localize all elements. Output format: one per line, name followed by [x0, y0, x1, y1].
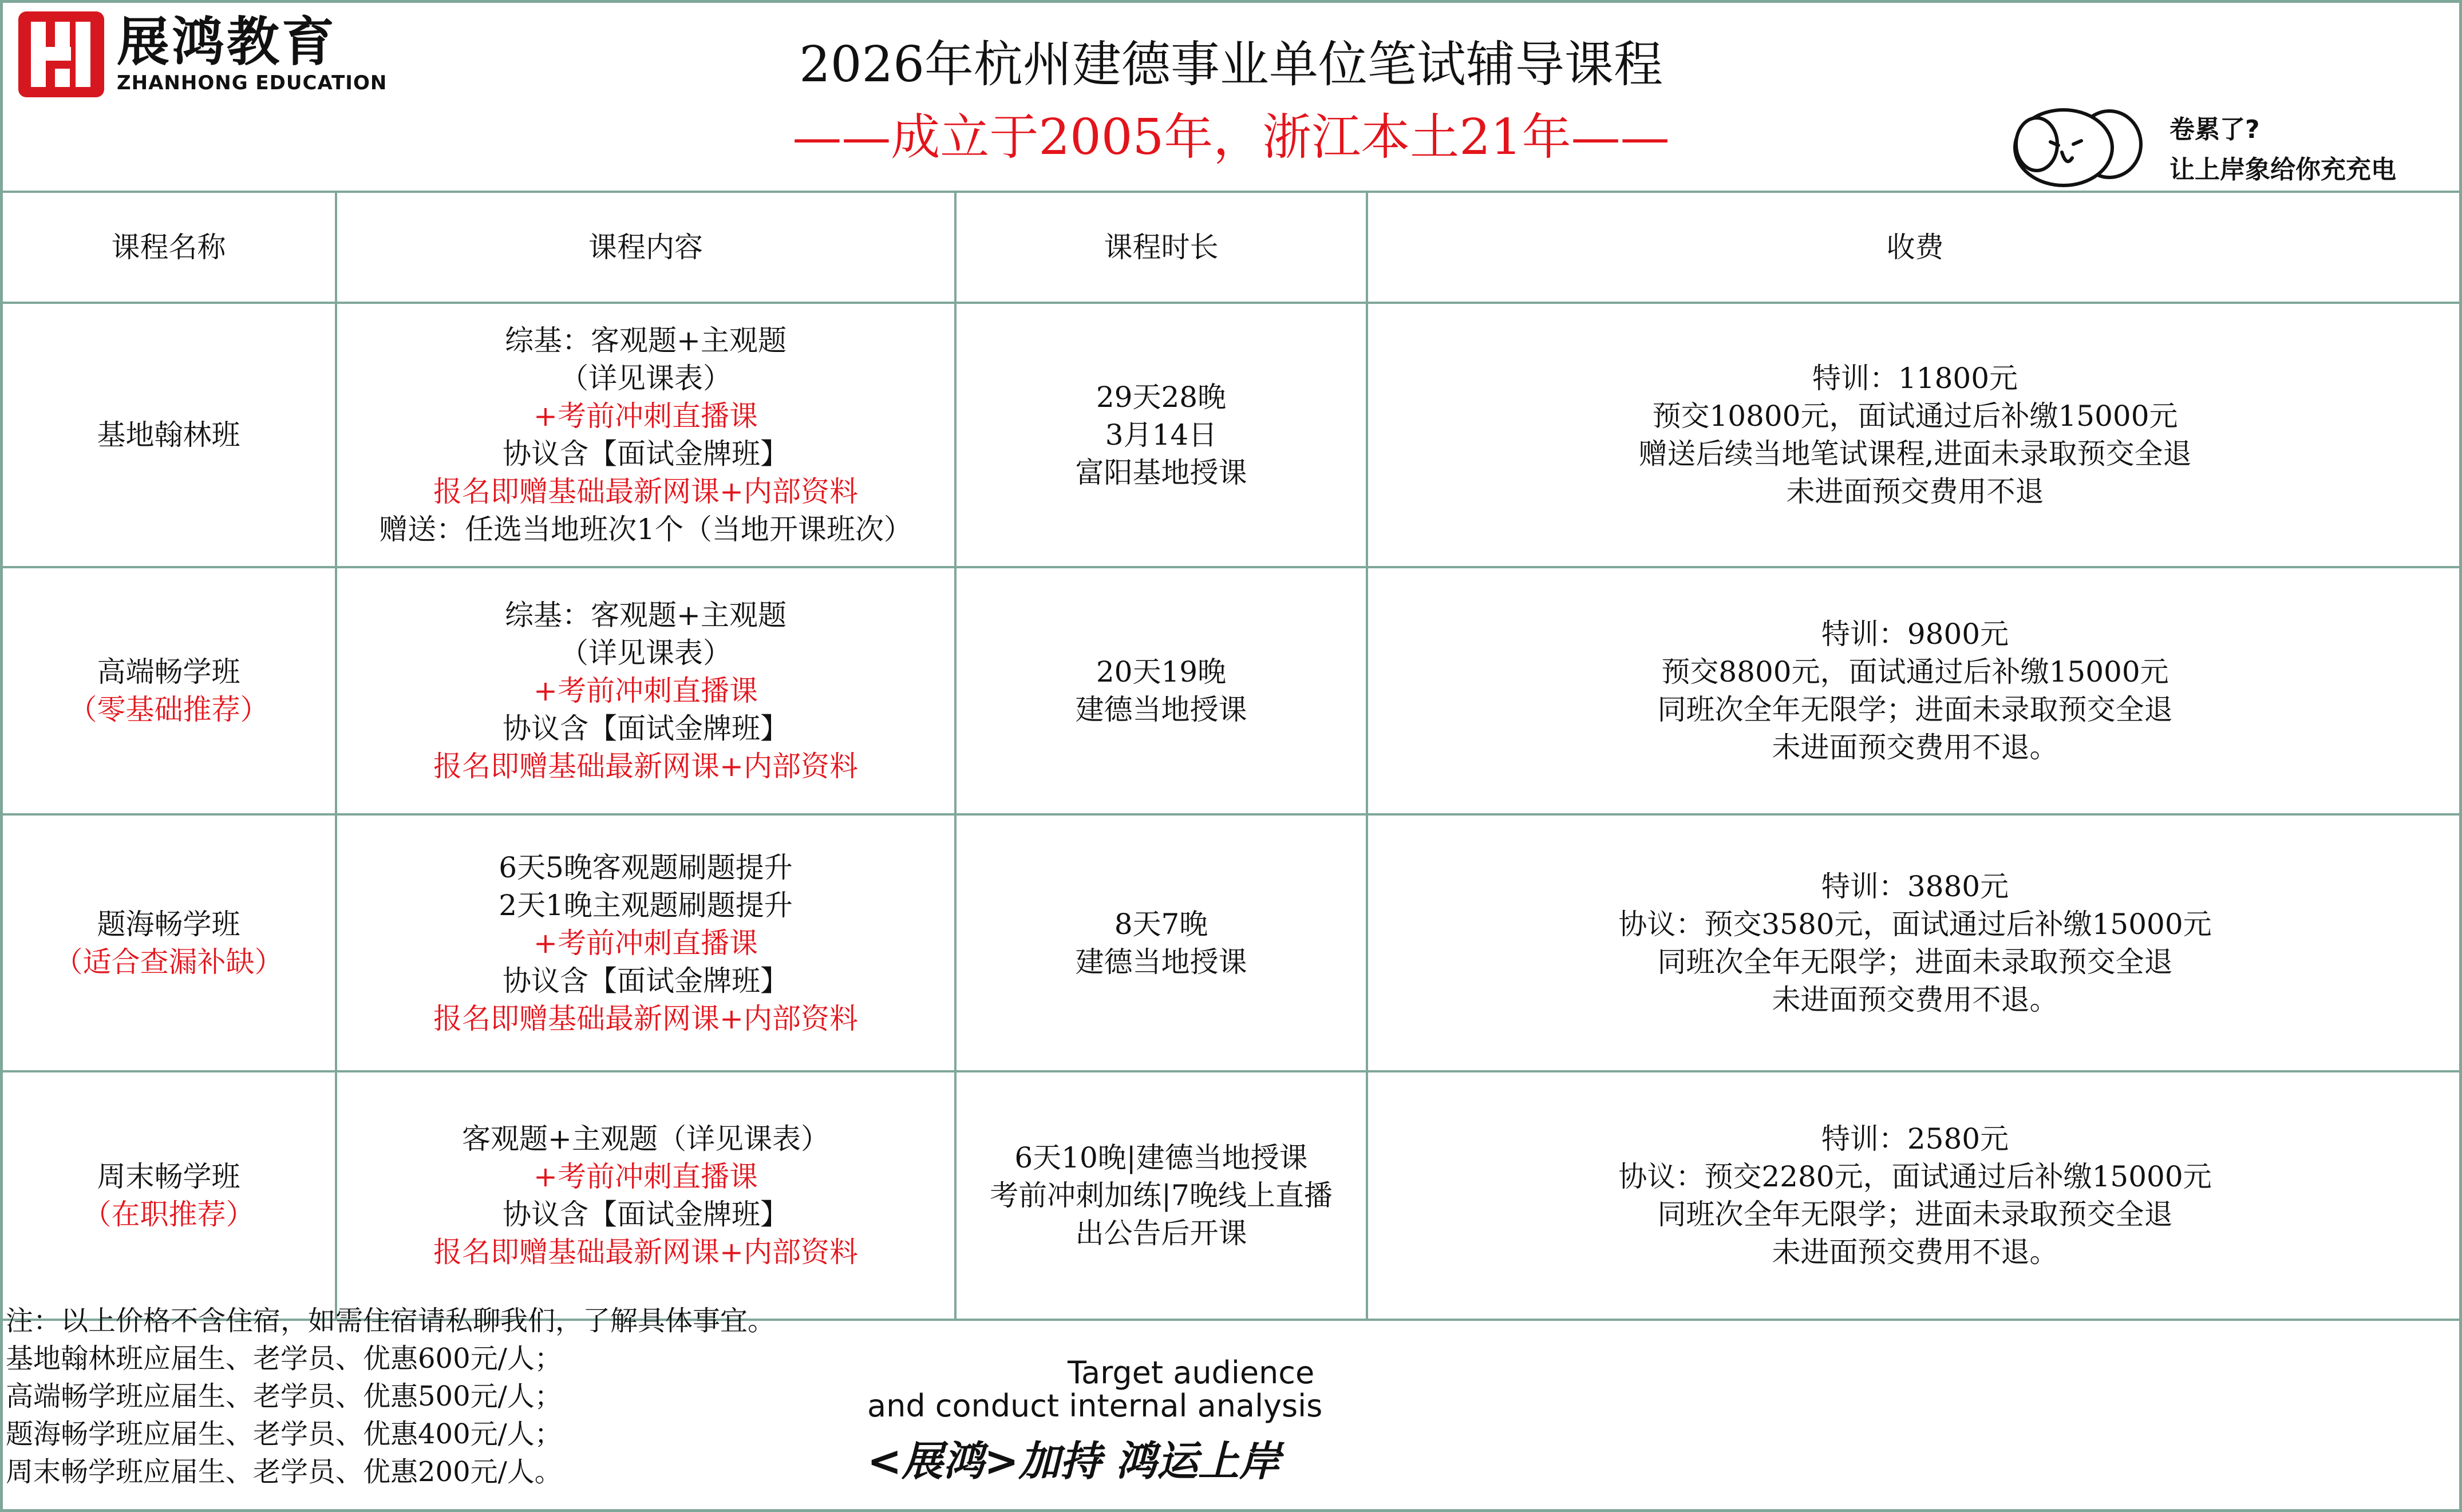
course-name: 周末畅学班: [97, 1160, 240, 1193]
table-header-row: [1, 192, 2462, 303]
duration-line: 8天7晚: [1114, 907, 1208, 941]
slogan-block: [867, 1356, 1322, 1486]
duration-line: 建德当地授课: [1075, 693, 1247, 726]
column-header: 收费: [1367, 192, 2462, 303]
note-line: 注：以上价格不含住宿，如需住宿请私聊我们，了解具体事宜。: [6, 1305, 776, 1337]
fee-line: 特训：2580元: [1821, 1122, 2009, 1155]
content-line: +考前冲刺直播课: [534, 926, 758, 960]
slogan-line: and conduct internal analysis: [867, 1388, 1323, 1424]
course-duration-cell: [955, 814, 1367, 1071]
brand-name-en: ZHANHONG EDUCATION: [117, 72, 388, 94]
content-line: 报名即赠基础最新网课+内部资料: [433, 1002, 858, 1035]
duration-line: 建德当地授课: [1075, 945, 1247, 979]
fee-line: 协议：预交3580元，面试通过后补缴15000元: [1618, 907, 2212, 941]
course-fee-cell: [1367, 303, 2462, 567]
content-line: 协议含【面试金牌班】: [503, 964, 789, 998]
duration-line: 29天28晚: [1096, 381, 1227, 414]
content-line: 综基：客观题+主观题: [505, 599, 787, 632]
fee-line: 未进面预交费用不退。: [1772, 731, 2058, 764]
course-name-cell: [1, 1071, 336, 1320]
fee-line: 特训：3880元: [1821, 869, 2009, 903]
note-line: 高端畅学班应届生、老学员、优惠500元/人；: [6, 1380, 562, 1412]
mascot-caption: [2169, 110, 2396, 190]
duration-line: 考前冲刺加练|7晚线上直播: [990, 1179, 1333, 1212]
course-duration-cell: [955, 1071, 1367, 1320]
content-line: 综基：客观题+主观题: [505, 324, 787, 357]
fee-line: 未进面预交费用不退。: [1772, 983, 2058, 1016]
content-line: 协议含【面试金牌班】: [503, 712, 789, 745]
course-duration-cell: [955, 303, 1367, 567]
content-line: +考前冲刺直播课: [534, 1160, 758, 1193]
content-line: 客观题+主观题（详见课表）: [462, 1122, 829, 1155]
fee-line: 预交8800元，面试通过后补缴15000元: [1661, 655, 2169, 688]
course-tag: （零基础推荐）: [68, 693, 269, 726]
fee-line: 未进面预交费用不退。: [1772, 1236, 2058, 1269]
duration-line: 20天19晚: [1096, 655, 1227, 688]
course-fee-cell: [1367, 1071, 2462, 1320]
course-name: 基地翰林班: [97, 418, 240, 452]
table-row: [1, 567, 2462, 814]
note-line: 题海畅学班应届生、老学员、优惠400元/人；: [6, 1418, 562, 1450]
content-line: 报名即赠基础最新网课+内部资料: [433, 1236, 858, 1269]
course-fee-cell: [1367, 567, 2462, 814]
content-line: 赠送：任选当地班次1个（当地开课班次）: [379, 513, 912, 546]
course-tag: （适合查漏补缺）: [54, 945, 283, 979]
fee-line: 赠送后续当地笔试课程,进面未录取预交全退: [1638, 437, 2192, 470]
table-row: [1, 814, 2462, 1071]
course-content-cell: [336, 1071, 955, 1320]
course-tag: （在职推荐）: [82, 1198, 255, 1231]
duration-line: 富阳基地授课: [1075, 456, 1247, 489]
fee-line: 同班次全年无限学；进面未录取预交全退: [1657, 693, 2173, 726]
course-name-cell: [1, 303, 336, 567]
content-line: 2天1晚主观题刷题提升: [499, 888, 793, 922]
content-line: +考前冲刺直播课: [534, 399, 758, 433]
content-line: （详见课表）: [560, 636, 732, 670]
course-name: 高端畅学班: [97, 655, 240, 688]
content-line: （详见课表）: [560, 362, 732, 395]
page-subtitle: ——成立于2005年，浙江本土21年——: [792, 109, 1670, 166]
duration-line: 6天10晚|建德当地授课: [1014, 1141, 1308, 1174]
notes-section: [6, 1302, 775, 1491]
content-line: 协议含【面试金牌班】: [503, 1198, 789, 1231]
fee-line: 协议：预交2280元，面试通过后补缴15000元: [1618, 1160, 2212, 1193]
fee-line: 特训：11800元: [1812, 362, 2018, 395]
content-line: 报名即赠基础最新网课+内部资料: [433, 750, 858, 783]
fee-line: 同班次全年无限学；进面未录取预交全退: [1657, 945, 2173, 979]
fee-line: 预交10800元，面试通过后补缴15000元: [1652, 399, 2178, 433]
mascot-caption-line: 让上岸象给你充充电: [2169, 155, 2396, 184]
content-line: 报名即赠基础最新网课+内部资料: [433, 475, 858, 508]
course-content-cell: [336, 303, 955, 567]
mascot-caption-line: 卷累了?: [2169, 115, 2260, 144]
course-duration-cell: [955, 567, 1367, 814]
course-table: [0, 191, 2462, 1321]
course-name-cell: [1, 814, 336, 1071]
content-line: +考前冲刺直播课: [534, 674, 758, 707]
fee-line: 特训：9800元: [1821, 618, 2009, 651]
elephant-mascot-icon: [2009, 103, 2147, 191]
column-header: 课程内容: [336, 192, 955, 303]
slogan-line: Target audience: [1068, 1355, 1315, 1391]
course-content-cell: [336, 814, 955, 1071]
note-line: 基地翰林班应届生、老学员、优惠600元/人；: [6, 1343, 562, 1375]
duration-line: 3月14日: [1105, 418, 1218, 452]
course-name-cell: [1, 567, 336, 814]
column-header: 课程名称: [1, 192, 336, 303]
table-row: [1, 1071, 2462, 1320]
content-line: 6天5晚客观题刷题提升: [499, 850, 793, 884]
slogan-line: <展鸿>加持 鸿运上岸: [867, 1437, 1281, 1485]
course-fee-cell: [1367, 814, 2462, 1071]
course-content-cell: [336, 567, 955, 814]
fee-line: 同班次全年无限学；进面未录取预交全退: [1657, 1198, 2173, 1231]
fee-line: 未进面预交费用不退: [1786, 475, 2044, 508]
course-name: 题海畅学班: [97, 907, 240, 941]
column-header: 课程时长: [955, 192, 1367, 303]
content-line: 协议含【面试金牌班】: [503, 437, 789, 470]
table-row: [1, 303, 2462, 567]
brand-name-cn: 展鸿教育: [117, 11, 337, 73]
duration-line: 出公告后开课: [1075, 1217, 1247, 1250]
note-line: 周末畅学班应届生、老学员、优惠200元/人。: [6, 1456, 562, 1488]
page-title: 2026年杭州建德事业单位笔试辅导课程: [799, 36, 1663, 93]
